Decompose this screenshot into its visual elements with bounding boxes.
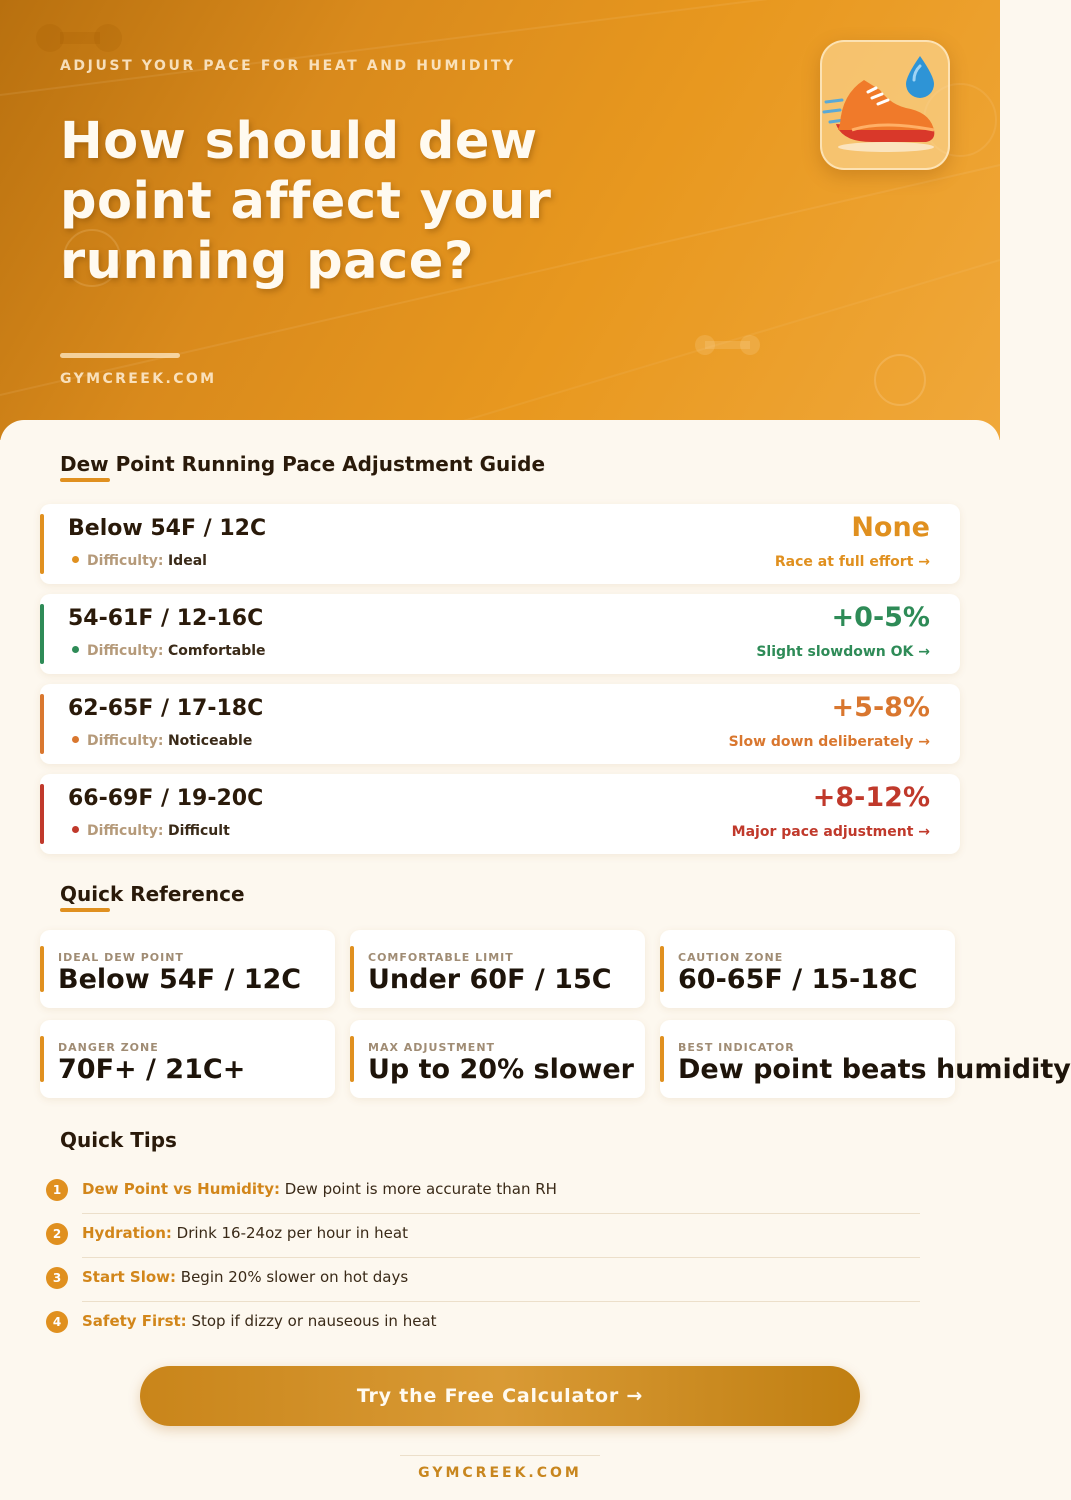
hero-site-label: GYMCREEK.COM (60, 371, 217, 387)
tip-item (46, 1258, 920, 1302)
reference-label: CAUTION ZONE (678, 951, 784, 964)
tip-body: Stop if dizzy or nauseous in heat (191, 1312, 437, 1330)
tier-dot (72, 736, 79, 743)
tip-text (82, 1268, 408, 1286)
tier-adjustment: +5-8% (831, 692, 930, 723)
tip-text (82, 1180, 557, 1198)
tier-dot (72, 826, 79, 833)
tier-dot (72, 556, 79, 563)
reference-value: Below 54F / 12C (58, 964, 302, 995)
tip-number-badge: 1 (46, 1179, 68, 1201)
tip-title: Start Slow: (82, 1268, 176, 1286)
tip-body: Drink 16-24oz per hour in heat (176, 1224, 408, 1242)
guide-title-underline (60, 478, 110, 482)
tips-title: Quick Tips (60, 1128, 177, 1152)
tip-item (46, 1170, 920, 1214)
reference-card (40, 930, 335, 1008)
difficulty-label: Difficulty: (87, 733, 164, 749)
reference-title-underline (60, 908, 110, 912)
reference-label: MAX ADJUSTMENT (368, 1041, 496, 1054)
try-calculator-button[interactable]: Try the Free Calculator → (140, 1366, 860, 1426)
tip-item (46, 1302, 920, 1346)
tier-difficulty (72, 553, 207, 569)
tier-accent-bar (40, 784, 44, 844)
tip-item (46, 1214, 920, 1258)
difficulty-label: Difficulty: (87, 823, 164, 839)
reference-card (350, 930, 645, 1008)
reference-accent-bar (40, 946, 44, 992)
tier-difficulty (72, 643, 266, 659)
reference-value: 70F+ / 21C+ (58, 1054, 246, 1085)
hero-banner (0, 0, 1000, 440)
tip-text (82, 1224, 408, 1242)
pace-tier-row (40, 504, 960, 584)
tier-accent-bar (40, 514, 44, 574)
reference-label: COMFORTABLE LIMIT (368, 951, 514, 964)
reference-value: 60-65F / 15-18C (678, 964, 918, 995)
reference-card (40, 1020, 335, 1098)
reference-value: Up to 20% slower (368, 1054, 634, 1085)
tier-note: Race at full effort → (774, 554, 930, 570)
pace-tier-row (40, 594, 960, 674)
hero-eyebrow: ADJUST YOUR PACE FOR HEAT AND HUMIDITY (60, 58, 516, 74)
reference-accent-bar (350, 1036, 354, 1082)
tier-range: Below 54F / 12C (68, 516, 267, 541)
running-shoe-water-drop-icon (820, 40, 950, 170)
reference-value: Under 60F / 15C (368, 964, 612, 995)
tip-number-badge: 2 (46, 1223, 68, 1245)
reference-card (350, 1020, 645, 1098)
tier-adjustment: +0-5% (831, 602, 930, 633)
tier-dot (72, 646, 79, 653)
difficulty-label: Difficulty: (87, 643, 164, 659)
guide-title: Dew Point Running Pace Adjustment Guide (60, 452, 546, 476)
tier-adjustment: None (851, 512, 930, 543)
footer-site-label: GYMCREEK.COM (418, 1465, 582, 1481)
tier-difficulty (72, 733, 252, 749)
reference-accent-bar (660, 1036, 664, 1082)
tip-title: Dew Point vs Humidity: (82, 1180, 280, 1198)
difficulty-label: Difficulty: (87, 553, 164, 569)
reference-value: Dew point beats humidity (678, 1054, 1071, 1085)
page-title: How should dew point affect your running pace? (60, 112, 552, 291)
pace-tier-row (40, 774, 960, 854)
reference-accent-bar (350, 946, 354, 992)
difficulty-value: Noticeable (167, 733, 253, 749)
tip-text (82, 1312, 437, 1330)
difficulty-value: Difficult (167, 823, 230, 839)
tier-note: Slow down deliberately → (728, 734, 930, 750)
tip-title: Safety First: (82, 1312, 187, 1330)
tier-accent-bar (40, 604, 44, 664)
tip-body: Begin 20% slower on hot days (180, 1268, 409, 1286)
reference-label: BEST INDICATOR (678, 1041, 795, 1054)
hero-divider (60, 353, 180, 358)
difficulty-value: Ideal (167, 553, 207, 569)
reference-label: DANGER ZONE (58, 1041, 159, 1054)
tier-range: 54-61F / 12-16C (68, 606, 264, 631)
tip-number-badge: 4 (46, 1311, 68, 1333)
pace-tier-row (40, 684, 960, 764)
reference-card (660, 930, 955, 1008)
reference-title: Quick Reference (60, 882, 245, 906)
tier-accent-bar (40, 694, 44, 754)
reference-accent-bar (40, 1036, 44, 1082)
tier-range: 62-65F / 17-18C (68, 696, 264, 721)
tip-title: Hydration: (82, 1224, 172, 1242)
tier-note: Slight slowdown OK → (756, 644, 930, 660)
tier-range: 66-69F / 19-20C (68, 786, 264, 811)
footer-divider (400, 1455, 600, 1456)
tier-difficulty (72, 823, 230, 839)
reference-accent-bar (660, 946, 664, 992)
tip-body: Dew point is more accurate than RH (284, 1180, 557, 1198)
reference-label: IDEAL DEW POINT (58, 951, 184, 964)
tier-note: Major pace adjustment → (731, 824, 930, 840)
reference-card (660, 1020, 1071, 1098)
difficulty-value: Comfortable (167, 643, 266, 659)
tier-adjustment: +8-12% (812, 782, 930, 813)
tip-number-badge: 3 (46, 1267, 68, 1289)
